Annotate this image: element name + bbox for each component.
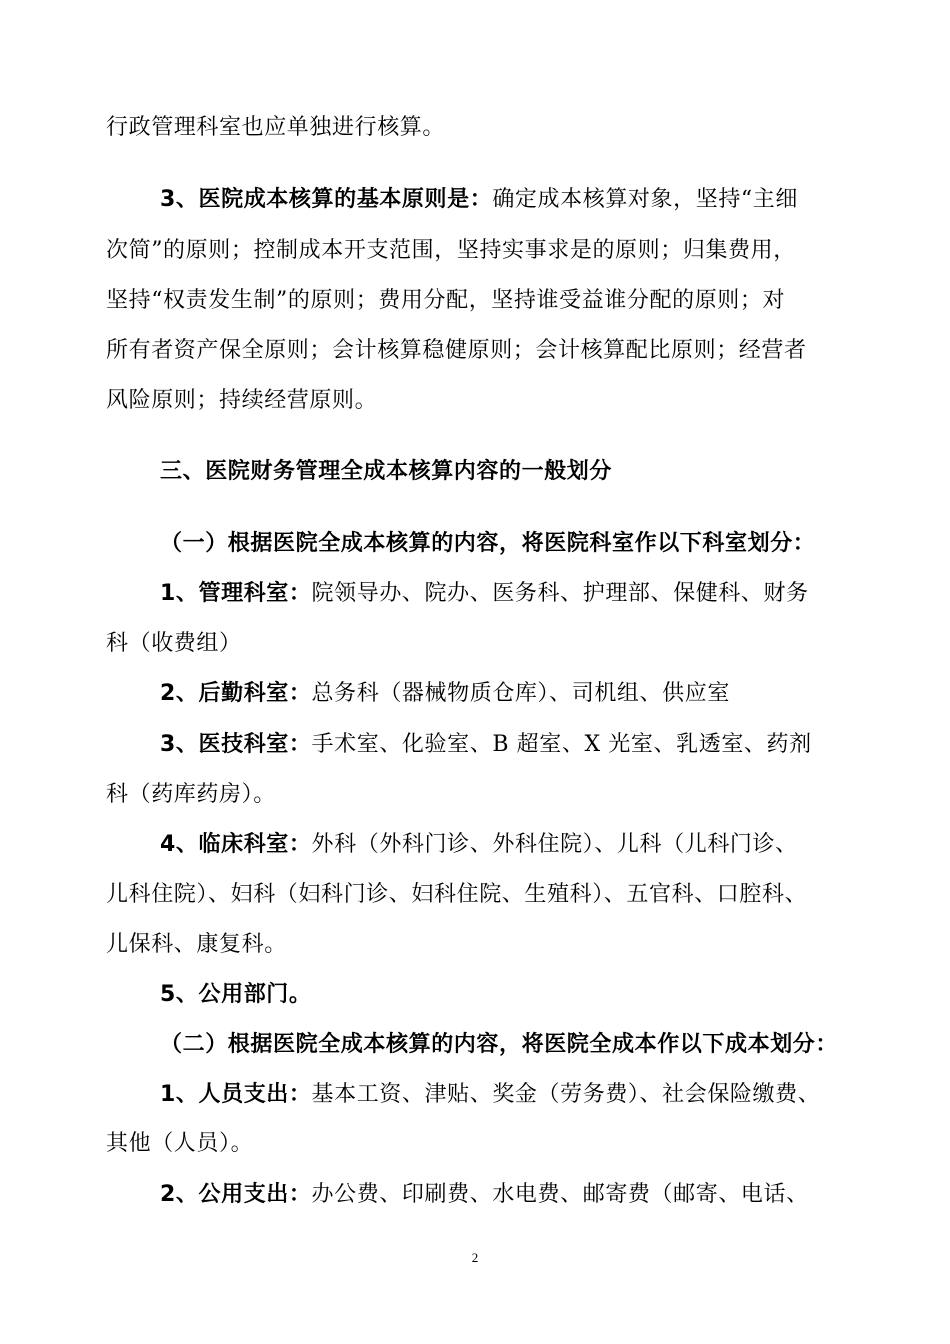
section-heading: 三、医院财务管理全成本核算内容的一般划分: [160, 459, 613, 484]
list-item-text: 总务科（器械物质仓库）、司机组、供应室: [311, 681, 730, 706]
principles-line: 坚持“权责发生制”的原则；费用分配，坚持谁受益谁分配的原则；对: [106, 288, 786, 313]
principles-line: 所有者资产保全原则；会计核算稳健原则；会计核算配比原则；经营者: [106, 338, 807, 363]
list-item-text: 基本工资、津贴、奖金（劳务费）、社会保险缴费、: [311, 1082, 821, 1107]
list-item-medical-tech: [160, 730, 812, 760]
subsection-heading-departments: （一）根据医院全成本核算的内容，将医院科室作以下科室划分：: [160, 531, 816, 556]
principles-text: 确定成本核算对象，坚持“主细: [492, 187, 798, 212]
page-number: 2: [471, 1250, 479, 1265]
list-item-public: 5、公用部门。: [160, 982, 312, 1007]
list-item-continuation: 儿科住院）、妇科（妇科门诊、妇科住院、生殖科）、五官科、口腔科、: [106, 882, 808, 907]
principles-line: [160, 185, 798, 215]
list-item-label: 4、临床科室：: [160, 832, 312, 857]
principles-line: 次简”的原则；控制成本开支范围，坚持实事求是的原则；归集费用，: [106, 238, 796, 263]
list-item-public-expense: [160, 1180, 809, 1210]
list-item-label: 2、公用支出：: [160, 1182, 312, 1207]
list-item-label: 1、管理科室：: [160, 581, 312, 606]
list-item-label: 1、人员支出：: [160, 1082, 312, 1107]
list-item-label: 2、后勤科室：: [160, 681, 312, 706]
list-item-text: 手术室、化验室、B 超室、X 光室、乳透室、药剂: [311, 732, 812, 757]
list-item-logistics: [160, 679, 730, 709]
paragraph-line: 行政管理科室也应单独进行核算。: [106, 115, 446, 140]
list-item-continuation: 科（药库药房）。: [106, 782, 276, 807]
list-item-label: 3、医技科室：: [160, 732, 312, 757]
list-item-continuation: 其他（人员）。: [106, 1131, 254, 1156]
list-item-personnel: [160, 1080, 820, 1110]
principles-heading: 3、医院成本核算的基本原则是：: [160, 187, 493, 212]
subsection-heading-costs: （二）根据医院全成本核算的内容，将医院全成本作以下成本划分：: [160, 1032, 839, 1057]
list-item-continuation: 儿保科、康复科。: [106, 932, 287, 957]
list-item-text: 外科（外科门诊、外科住院）、儿科（儿科门诊、: [311, 832, 798, 857]
list-item-management: [160, 579, 809, 609]
list-item-clinical: [160, 830, 798, 860]
principles-line: 风险原则；持续经营原则。: [106, 388, 378, 413]
list-item-text: 办公费、印刷费、水电费、邮寄费（邮寄、电话、: [311, 1182, 809, 1207]
list-item-text: 院领导办、院办、医务科、护理部、保健科、财务: [311, 581, 809, 606]
list-item-continuation: 科（收费组）: [106, 631, 242, 656]
